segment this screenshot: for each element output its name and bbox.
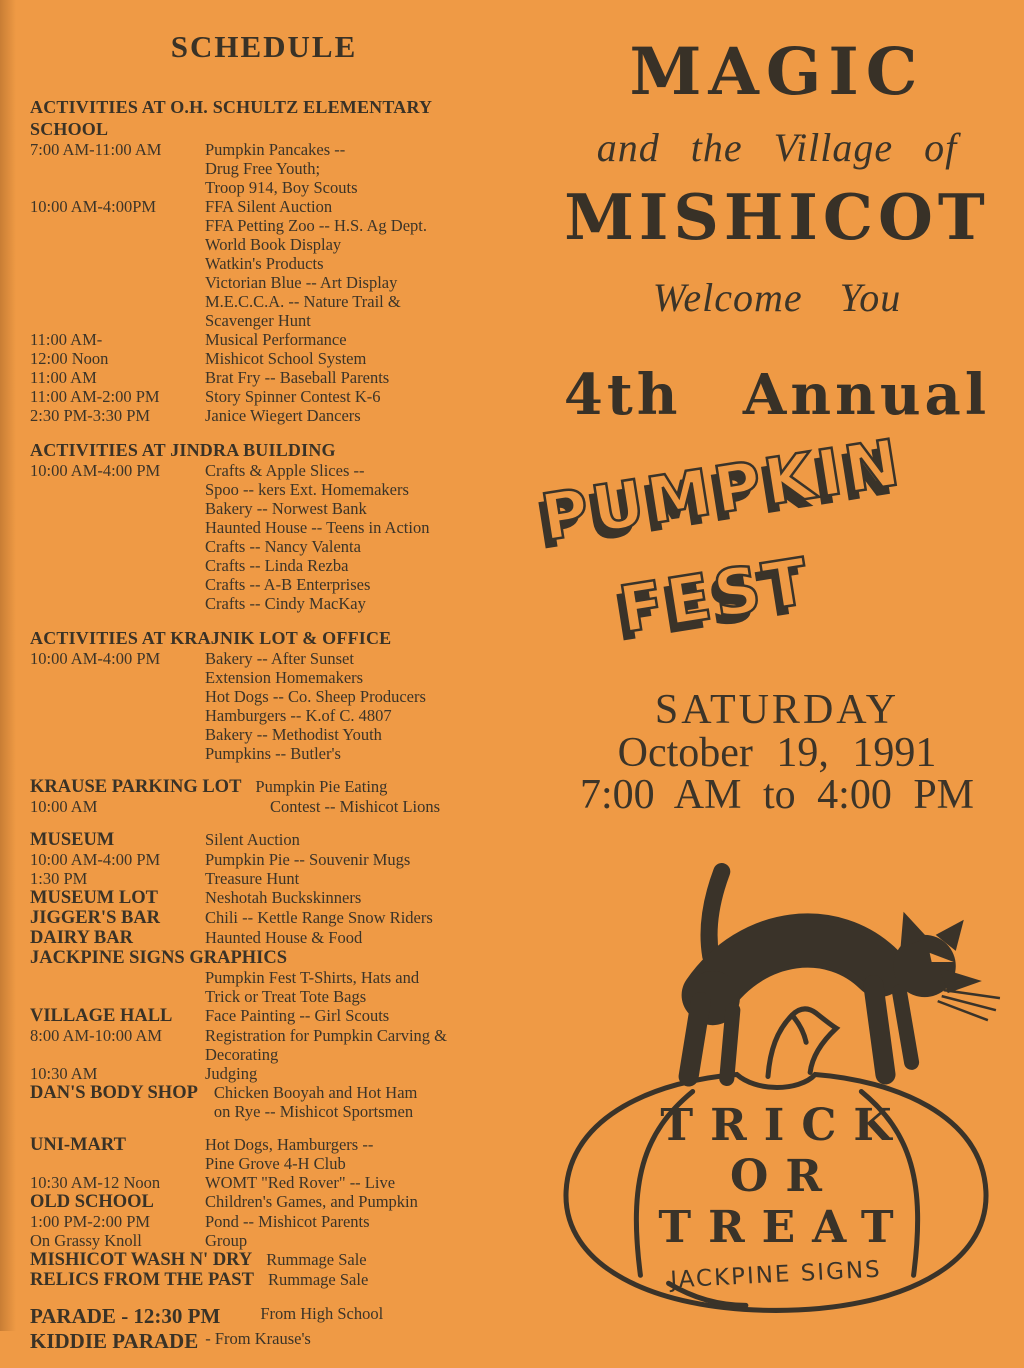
schedule-row bbox=[30, 928, 498, 948]
schedule-section bbox=[30, 830, 498, 1121]
schedule-row bbox=[30, 1329, 498, 1354]
section-heading: ACTIVITIES AT O.H. SCHULTZ ELEMENTARY SCHOOL bbox=[30, 97, 432, 139]
venue-label: MUSEUM LOT bbox=[30, 888, 158, 908]
schedule-section bbox=[30, 1135, 498, 1290]
time-label: 12:00 Noon bbox=[30, 349, 109, 368]
black-cat-illustration bbox=[686, 872, 1000, 1079]
venue-label: PARADE - 12:30 PM bbox=[30, 1304, 221, 1328]
activity-description: From High School bbox=[260, 1304, 384, 1323]
schedule-row bbox=[30, 330, 498, 349]
activity-description: WOMT "Red Rover" -- Live bbox=[205, 1173, 396, 1192]
trick-or-treat-line: TREAT bbox=[658, 1202, 911, 1253]
event-title-mishicot: MISHICOT bbox=[564, 180, 990, 254]
event-time: 7:00 AM to 4:00 PM bbox=[579, 772, 975, 818]
pumpkin-fest-logo-pumpkin: PUMPKIN bbox=[536, 425, 908, 556]
schedule-column bbox=[30, 0, 498, 1368]
section-heading: ACTIVITIES AT JINDRA BUILDING bbox=[30, 440, 336, 460]
activity-description: Hot Dogs, Hamburgers -- Pine Grove 4-H Club bbox=[205, 1135, 374, 1173]
schedule-sections bbox=[30, 96, 498, 1354]
activity-description: Children's Games, and Pumpkin bbox=[205, 1192, 418, 1211]
schedule-row bbox=[30, 649, 498, 763]
event-title-magic: MAGIC bbox=[629, 34, 925, 110]
schedule-row bbox=[30, 830, 498, 850]
venue-label: DAIRY BAR bbox=[30, 928, 133, 948]
activity-description: Chili -- Kettle Range Snow Riders bbox=[205, 908, 433, 927]
event-day: SATURDAY bbox=[654, 687, 900, 733]
schedule-section bbox=[30, 777, 498, 816]
schedule-row bbox=[30, 850, 498, 869]
schedule-row bbox=[30, 1006, 498, 1026]
schedule-row bbox=[30, 888, 498, 908]
schedule-row bbox=[30, 1173, 498, 1192]
tagline-village: and the Village of bbox=[596, 125, 958, 170]
activity-description: Silent Auction bbox=[205, 830, 300, 849]
schedule-section bbox=[30, 439, 498, 613]
venue-label: MISHICOT WASH N' DRY bbox=[30, 1250, 253, 1270]
event-edition: 4th Annual bbox=[563, 362, 991, 428]
tagline-welcome: Welcome You bbox=[652, 275, 902, 320]
activity-description: Contest -- Mishicot Lions bbox=[270, 797, 441, 816]
poster-column bbox=[534, 0, 1020, 1331]
venue-label: VILLAGE HALL bbox=[30, 1006, 173, 1026]
schedule-row bbox=[30, 387, 498, 406]
cat-whiskers bbox=[938, 990, 1000, 1020]
schedule-row bbox=[30, 908, 498, 928]
event-date: October 19, 1991 bbox=[617, 730, 937, 776]
schedule-row bbox=[30, 368, 498, 387]
time-label: 7:00 AM-11:00 AM bbox=[30, 140, 162, 159]
schedule-row bbox=[30, 461, 498, 613]
venue-label: MUSEUM bbox=[30, 830, 115, 850]
activity-description: Pumpkin Pie Eating bbox=[255, 777, 388, 796]
schedule-row bbox=[30, 1231, 498, 1250]
time-label: On Grassy Knoll bbox=[30, 1231, 142, 1250]
schedule-row bbox=[30, 140, 498, 197]
section-heading: ACTIVITIES AT KRAJNIK LOT & OFFICE bbox=[30, 628, 392, 648]
time-label: 11:00 AM-2:00 PM bbox=[30, 387, 160, 406]
schedule-row bbox=[30, 1250, 498, 1270]
schedule-row bbox=[30, 1064, 498, 1083]
time-label: 10:30 AM-12 Noon bbox=[30, 1173, 161, 1192]
venue-label: KRAUSE PARKING LOT bbox=[30, 777, 242, 797]
time-label: 1:00 PM-2:00 PM bbox=[30, 1212, 151, 1231]
schedule-row bbox=[30, 797, 498, 816]
activity-description: Pumpkin Pie -- Souvenir Mugs bbox=[205, 850, 411, 869]
schedule-row bbox=[30, 1212, 498, 1231]
schedule-row bbox=[30, 1192, 498, 1212]
schedule-section bbox=[30, 96, 498, 425]
schedule-row bbox=[30, 777, 498, 797]
venue-label: DAN'S BODY SHOP bbox=[30, 1083, 198, 1103]
activity-description: Pumpkin Fest T-Shirts, Hats and Trick or Treat Tote Bags bbox=[205, 968, 420, 1006]
trick-or-treat-line: OR bbox=[730, 1151, 839, 1202]
activity-description: Bakery -- After Sunset Extension Homemakers Hot Dogs -- Co. Sheep Producers Hamburgers -- K.of C. 4807 Bakery -- Methodist Youth Pumpkins -- Butler's bbox=[205, 649, 426, 763]
venue-label: JIGGER'S BAR bbox=[30, 908, 161, 928]
schedule-row bbox=[30, 869, 498, 888]
schedule-section bbox=[30, 1304, 498, 1354]
activity-description: Pond -- Mishicot Parents bbox=[205, 1212, 370, 1231]
schedule-section bbox=[30, 627, 498, 763]
activity-description: Judging bbox=[205, 1064, 258, 1083]
activity-description: Mishicot School System bbox=[205, 349, 367, 368]
time-label: 11:00 AM bbox=[30, 368, 97, 387]
schedule-row bbox=[30, 1026, 498, 1064]
venue-label: UNI-MART bbox=[30, 1135, 126, 1155]
activity-description: Crafts & Apple Slices -- Spoo -- kers Ext. Homemakers Bakery -- Norwest Bank Haunted House -- Teens in Action Crafts -- Nancy Valenta Crafts -- Linda Rezba Crafts -- A-B Enterprises Crafts -- Cindy MacKay bbox=[205, 461, 430, 613]
time-label: 8:00 AM-10:00 AM bbox=[30, 1026, 163, 1045]
activity-description: Musical Performance bbox=[205, 330, 347, 349]
schedule-row bbox=[30, 1270, 498, 1290]
activity-description: FFA Silent Auction FFA Petting Zoo -- H.S. Ag Dept. World Book Display Watkin's Products Victorian Blue -- Art Display M.E.C.C.A. -- Nature Trail & Scavenger Hunt bbox=[205, 197, 428, 330]
venue-label: RELICS FROM THE PAST bbox=[30, 1270, 254, 1290]
schedule-row bbox=[30, 349, 498, 368]
activity-description: Rummage Sale bbox=[266, 1250, 367, 1269]
activity-description: Janice Wiegert Dancers bbox=[205, 406, 361, 425]
activity-description: Registration for Pumpkin Carving & Decorating bbox=[205, 1026, 447, 1064]
activity-description: Treasure Hunt bbox=[205, 869, 300, 888]
time-label: 10:30 AM bbox=[30, 1064, 98, 1083]
activity-description: Neshotah Buckskinners bbox=[205, 888, 362, 907]
time-label: 10:00 AM bbox=[30, 797, 98, 816]
venue-label: JACKPINE SIGNS GRAPHICS bbox=[30, 948, 287, 968]
schedule-row bbox=[30, 1083, 498, 1121]
venue-label: KIDDIE PARADE bbox=[30, 1329, 199, 1353]
activity-description: Pumpkin Pancakes -- Drug Free Youth; Troop 914, Boy Scouts bbox=[205, 140, 358, 197]
venue-label: OLD SCHOOL bbox=[30, 1192, 154, 1212]
schedule-row bbox=[30, 968, 498, 1006]
time-label: 10:00 AM-4:00PM bbox=[30, 197, 157, 216]
schedule-row bbox=[30, 1304, 498, 1329]
schedule-title: SCHEDULE bbox=[170, 29, 358, 64]
time-label: 1:30 PM bbox=[30, 869, 88, 888]
time-label: 11:00 AM- bbox=[30, 330, 103, 349]
schedule-row bbox=[30, 197, 498, 330]
activity-description: Chicken Booyah and Hot Ham on Rye -- Mishicot Sportsmen bbox=[213, 1083, 418, 1121]
activity-description: Brat Fry -- Baseball Parents bbox=[205, 368, 390, 387]
schedule-row bbox=[30, 1135, 498, 1173]
activity-description: Face Painting -- Girl Scouts bbox=[205, 1006, 390, 1025]
festival-illustration bbox=[540, 848, 1012, 1328]
trick-or-treat-line: TRICK bbox=[660, 1100, 909, 1151]
schedule-row bbox=[30, 406, 498, 425]
time-label: 10:00 AM-4:00 PM bbox=[30, 461, 161, 480]
time-label: 10:00 AM-4:00 PM bbox=[30, 850, 161, 869]
activity-description: Rummage Sale bbox=[267, 1270, 369, 1289]
jackpine-signs-credit: JACKPINE SIGNS bbox=[669, 1256, 883, 1294]
trick-or-treat-text bbox=[540, 1100, 1012, 1253]
activity-description: - From Krause's bbox=[205, 1329, 311, 1348]
activity-description: Haunted House & Food bbox=[205, 928, 363, 947]
activity-description: Story Spinner Contest K-6 bbox=[205, 387, 381, 406]
time-label: 10:00 AM-4:00 PM bbox=[30, 649, 161, 668]
time-label: 2:30 PM-3:30 PM bbox=[30, 406, 151, 425]
activity-description: Group bbox=[205, 1231, 248, 1250]
schedule-row bbox=[30, 948, 498, 968]
pumpkin-fest-logo-fest: FEST bbox=[614, 544, 817, 648]
